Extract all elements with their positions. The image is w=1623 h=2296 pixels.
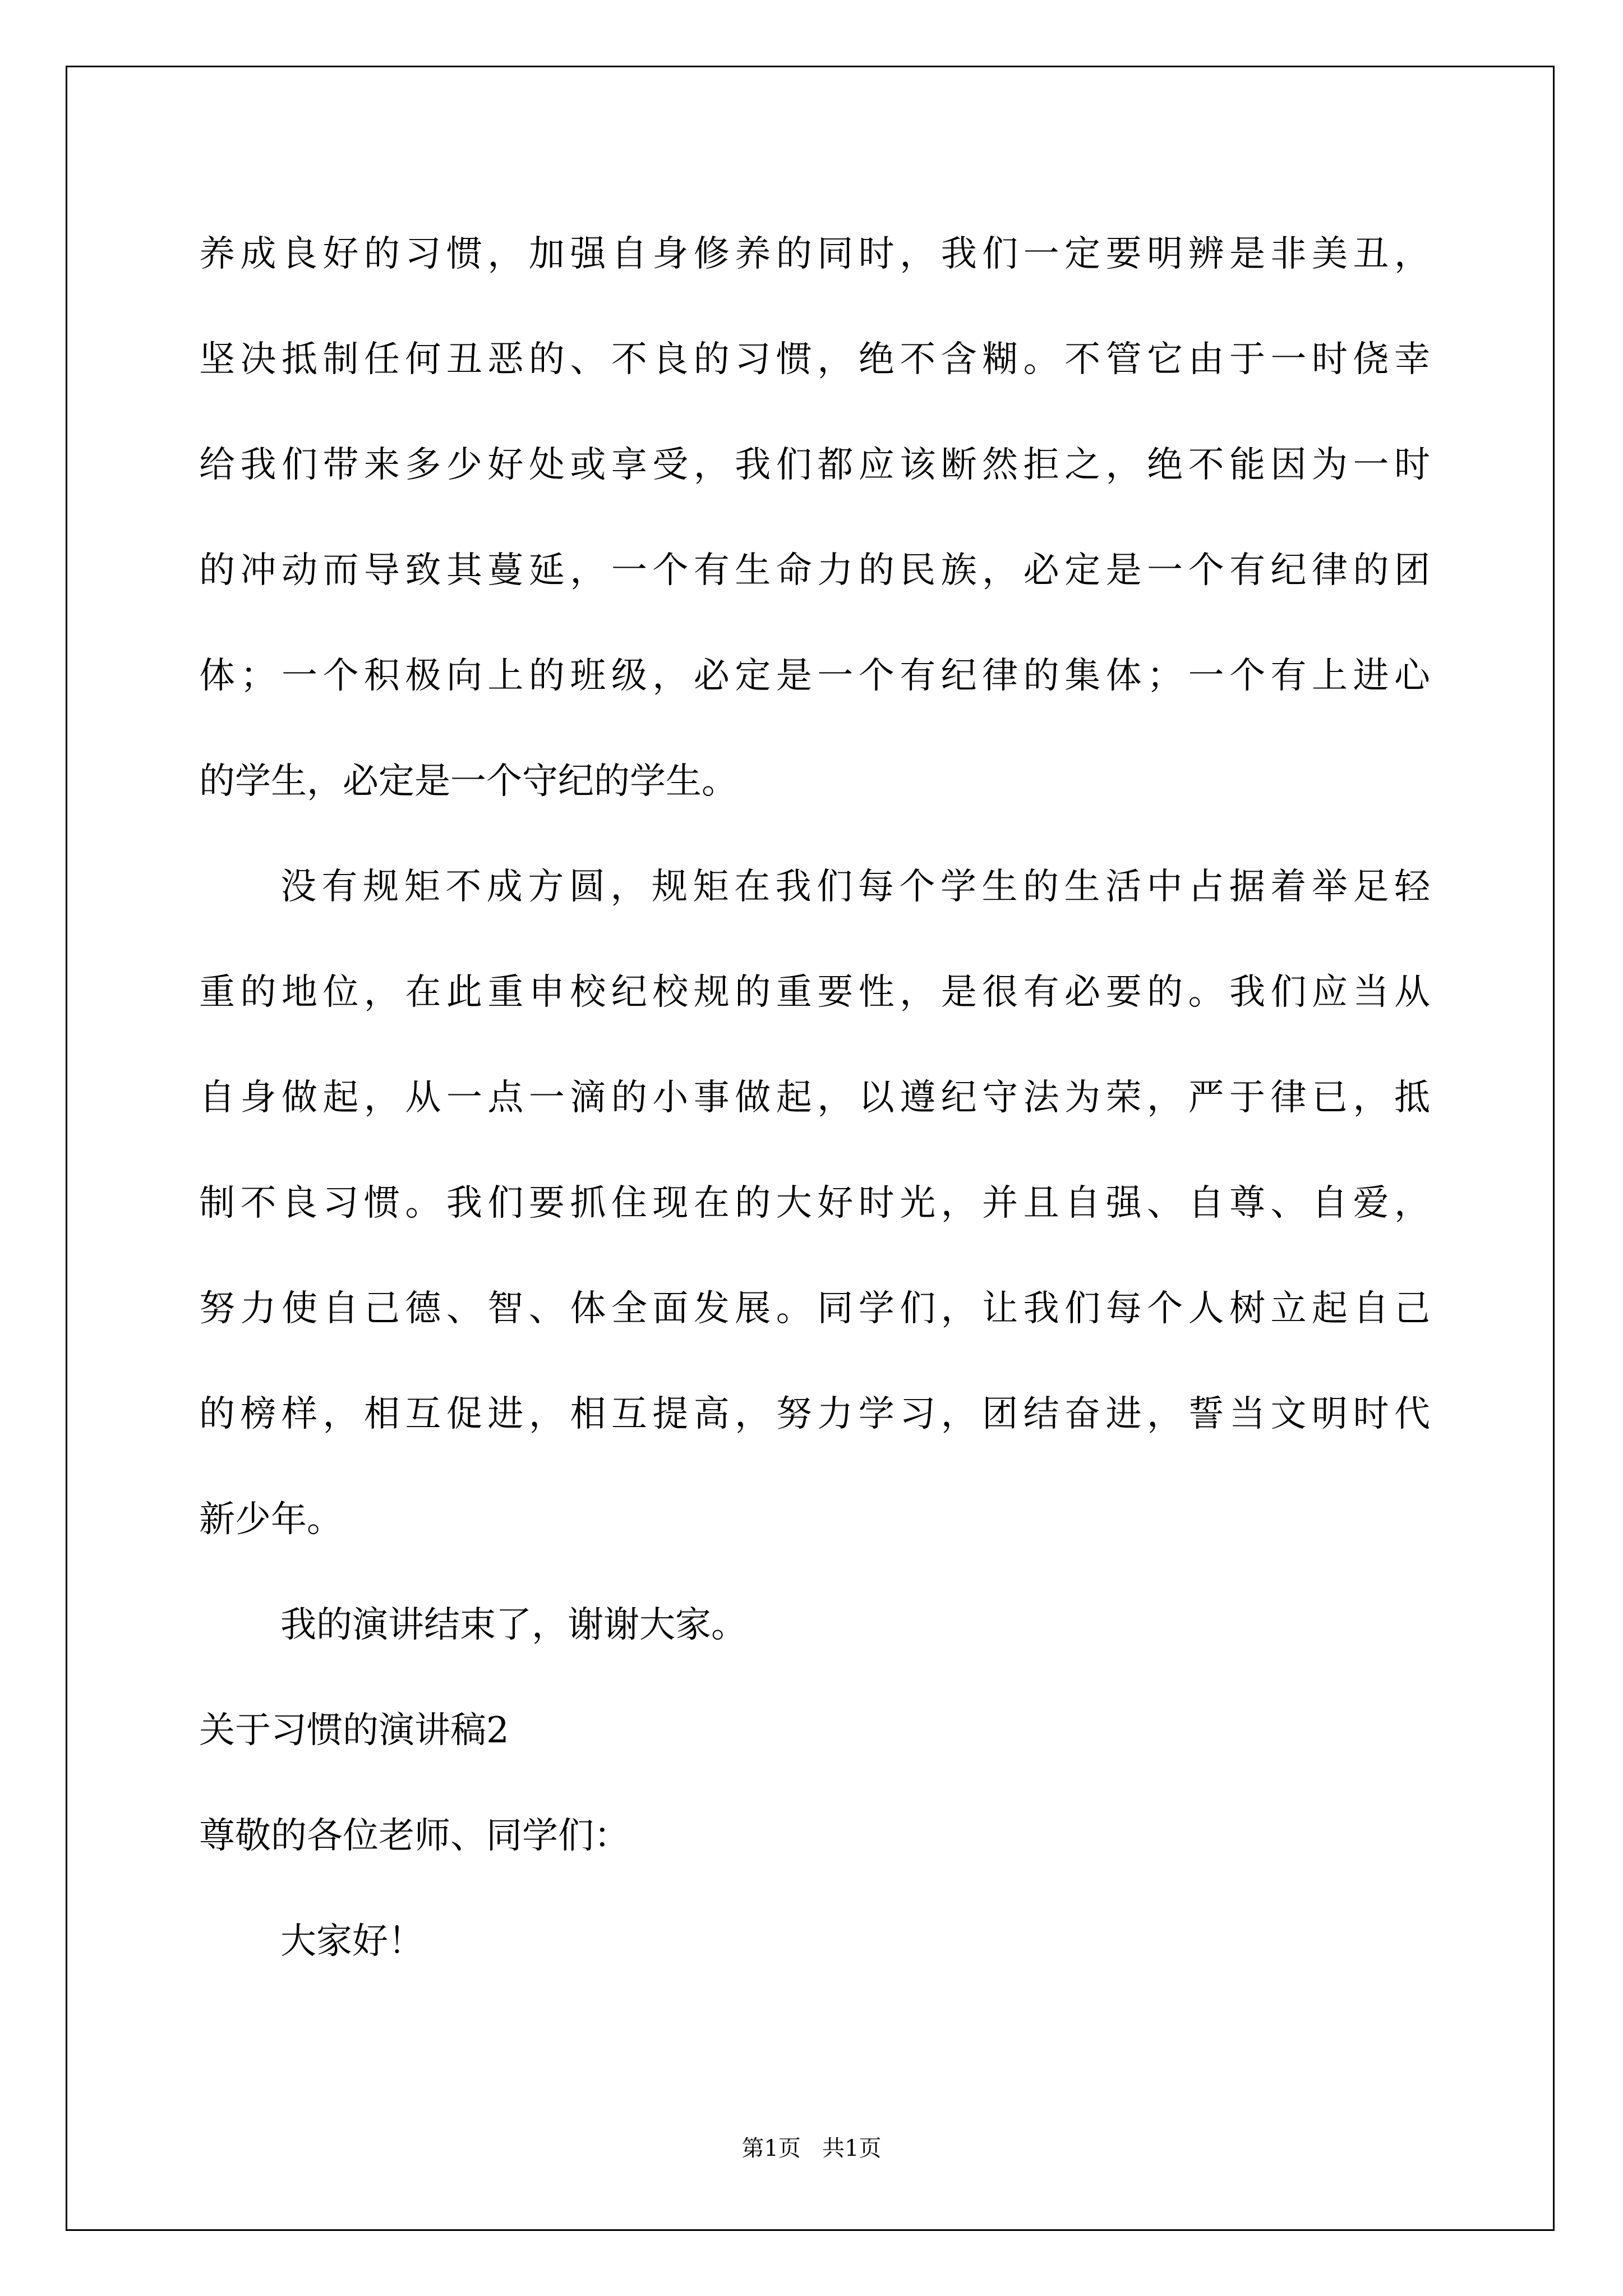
paragraph-line: 努力使自己德、智、体全面发展。同学们，让我们每个人树立起自己 bbox=[199, 1288, 1430, 1329]
salutation-line: 尊敬的各位老师、同学们： bbox=[199, 1815, 630, 1857]
paragraph-line: 体；一个积极向上的班级，必定是一个有纪律的集体；一个有上进心 bbox=[199, 655, 1430, 697]
page-footer: 第1页 共1页 bbox=[741, 2136, 882, 2161]
paragraph-line: 重的地位，在此重申校纪校规的重要性，是很有必要的。我们应当从 bbox=[199, 972, 1430, 1013]
paragraph-line: 给我们带来多少好处或享受，我们都应该断然拒之，绝不能因为一时 bbox=[199, 444, 1430, 486]
paragraph-line: 没有规矩不成方圆，规矩在我们每个学生的生活中占据着举足轻 bbox=[280, 866, 1430, 908]
page-border bbox=[66, 66, 1555, 2231]
section-heading: 关于习惯的演讲稿2 bbox=[199, 1710, 509, 1751]
paragraph-line: 的榜样，相互促进，相互提高，努力学习，团结奋进，誓当文明时代 bbox=[199, 1393, 1430, 1435]
paragraph-line: 新少年。 bbox=[199, 1499, 343, 1540]
paragraph-line: 我的演讲结束了，谢谢大家。 bbox=[280, 1604, 747, 1646]
paragraph-line: 养成良好的习惯，加强自身修养的同时，我们一定要明辨是非美丑， bbox=[199, 233, 1430, 275]
paragraph-line: 自身做起，从一点一滴的小事做起，以遵纪守法为荣，严于律已，抵 bbox=[199, 1077, 1430, 1119]
paragraph-line: 制不良习惯。我们要抓住现在的大好时光，并且自强、自尊、自爱， bbox=[199, 1182, 1430, 1224]
paragraph-line: 坚决抵制任何丑恶的、不良的习惯，绝不含糊。不管它由于一时侥幸 bbox=[199, 339, 1430, 380]
paragraph-line: 的冲动而导致其蔓延，一个有生命力的民族，必定是一个有纪律的团 bbox=[199, 550, 1430, 591]
greeting-line: 大家好！ bbox=[280, 1921, 424, 1962]
paragraph-line: 的学生，必定是一个守纪的学生。 bbox=[199, 761, 737, 802]
